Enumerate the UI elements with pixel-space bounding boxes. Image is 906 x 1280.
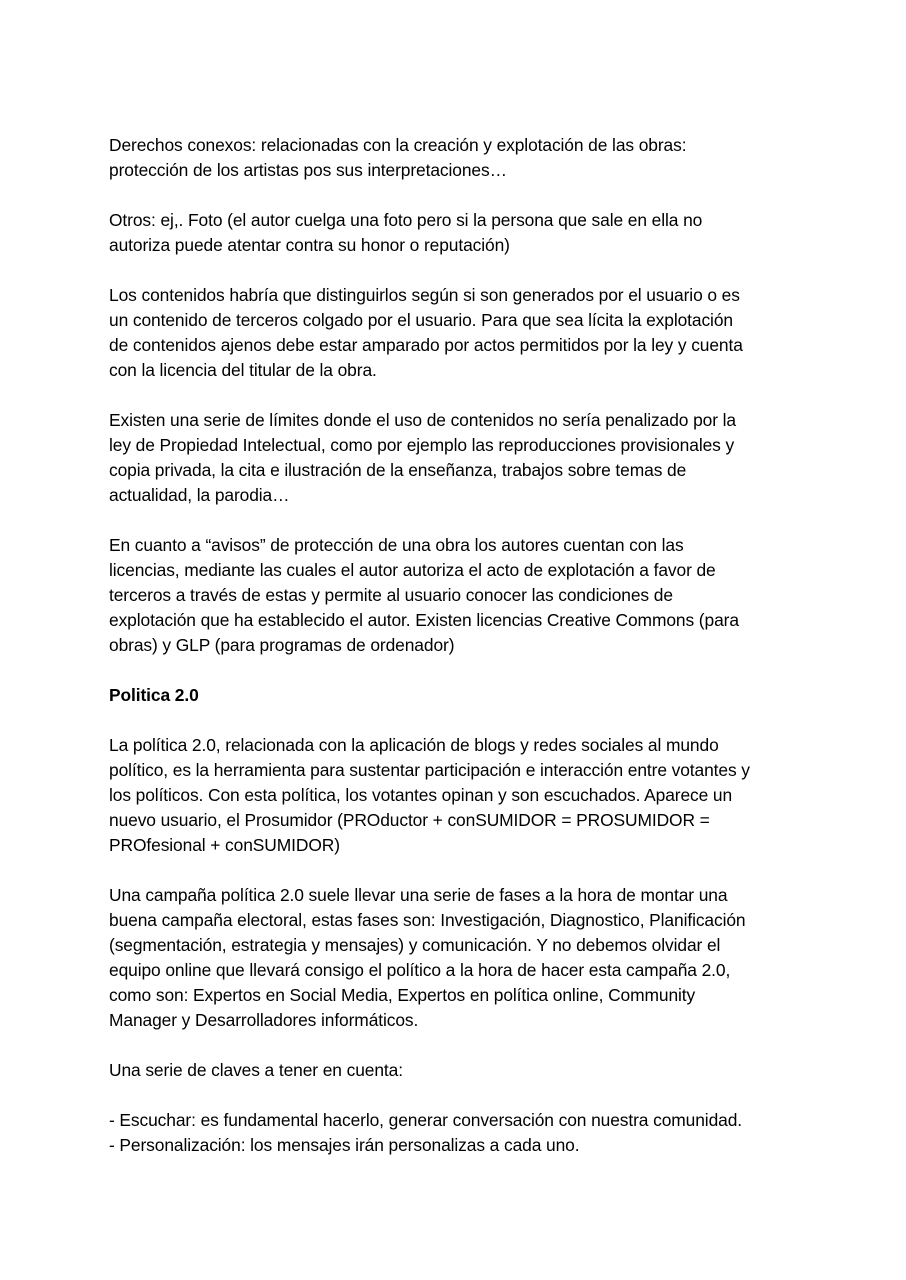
- text-line: los políticos. Con esta política, los votantes opinan y son escuchados. Aparece un: [109, 785, 733, 805]
- text-line: licencias, mediante las cuales el autor autoriza el acto de explotación a favor de: [109, 560, 716, 580]
- paragraph-limites: [109, 408, 809, 508]
- text-line: político, es la herramienta para sustentar participación e interacción entre votantes y: [109, 760, 750, 780]
- text-line: terceros a través de estas y permite al usuario conocer las condiciones de: [109, 585, 673, 605]
- text-line: Otros: ej,. Foto (el autor cuelga una foto pero si la persona que sale en ella no: [109, 210, 703, 230]
- text-line: de contenidos ajenos debe estar amparado por actos permitidos por la ley y cuenta: [109, 335, 743, 355]
- claves-list: [109, 1108, 809, 1158]
- paragraph-claves-intro: [109, 1058, 809, 1083]
- text-line: con la licencia del titular de la obra.: [109, 360, 377, 380]
- text-line: como son: Expertos en Social Media, Expertos en política online, Community: [109, 985, 696, 1005]
- text-line: Los contenidos habría que distinguirlos según si son generados por el usuario o es: [109, 285, 740, 305]
- text-line: ley de Propiedad Intelectual, como por ejemplo las reproducciones provisionales y: [109, 435, 735, 455]
- text-line: buena campaña electoral, estas fases son: Investigación, Diagnostico, Planificación: [109, 910, 746, 930]
- paragraph-otros: [109, 208, 809, 258]
- list-item: - Personalización: los mensajes irán personalizas a cada uno.: [109, 1135, 580, 1155]
- text-line: Existen una serie de límites donde el uso de contenidos no sería penalizado por la: [109, 410, 736, 430]
- text-line: En cuanto a “avisos” de protección de una obra los autores cuentan con las: [109, 535, 684, 555]
- document-page: [109, 133, 809, 1158]
- paragraph-avisos: [109, 533, 809, 658]
- text-line: Manager y Desarrolladores informáticos.: [109, 1010, 419, 1030]
- text-line: La política 2.0, relacionada con la aplicación de blogs y redes sociales al mundo: [109, 735, 719, 755]
- text-line: actualidad, la parodia…: [109, 485, 290, 505]
- list-item: - Escuchar: es fundamental hacerlo, generar conversación con nuestra comunidad.: [109, 1110, 743, 1130]
- paragraph-politica-20: [109, 733, 809, 858]
- text-line: obras) y GLP (para programas de ordenador): [109, 635, 455, 655]
- text-line: equipo online que llevará consigo el político a la hora de hacer esta campaña 2.0,: [109, 960, 731, 980]
- section-heading: Politica 2.0: [109, 685, 199, 705]
- text-line: copia privada, la cita e ilustración de la enseñanza, trabajos sobre temas de: [109, 460, 687, 480]
- text-line: autoriza puede atentar contra su honor o reputación): [109, 235, 510, 255]
- text-line: Una campaña política 2.0 suele llevar una serie de fases a la hora de montar una: [109, 885, 728, 905]
- text-line: (segmentación, estrategia y mensajes) y comunicación. Y no debemos olvidar el: [109, 935, 721, 955]
- text-line: un contenido de terceros colgado por el usuario. Para que sea lícita la explotación: [109, 310, 733, 330]
- paragraph-campana: [109, 883, 809, 1033]
- text-line: explotación que ha establecido el autor. Existen licencias Creative Commons (para: [109, 610, 739, 630]
- text-line: PROfesional + conSUMIDOR): [109, 835, 340, 855]
- text-line: Derechos conexos: relacionadas con la creación y explotación de las obras:: [109, 135, 687, 155]
- text-line: protección de los artistas pos sus interpretaciones…: [109, 160, 507, 180]
- text-line: Una serie de claves a tener en cuenta:: [109, 1060, 403, 1080]
- text-line: nuevo usuario, el Prosumidor (PROductor + conSUMIDOR = PROSUMIDOR =: [109, 810, 710, 830]
- paragraph-contenidos: [109, 283, 809, 383]
- paragraph-derechos-conexos: [109, 133, 809, 183]
